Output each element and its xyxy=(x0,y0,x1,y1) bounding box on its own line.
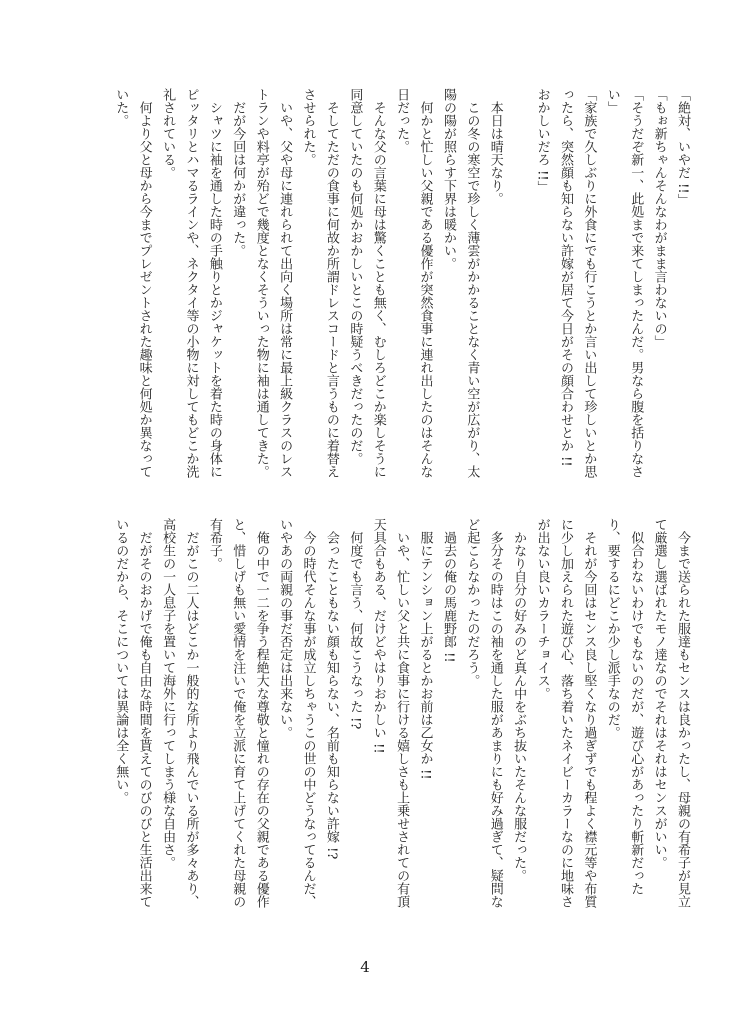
lower-text-block xyxy=(94,518,694,938)
text-line: 「家族で久しぶりに外食にでも行こうとか言い出して珍しいとか思 xyxy=(581,88,597,478)
text-line: 今まで送られた服達もセンスは良かったし、母親の有希子が見立 xyxy=(675,518,690,908)
text-line: だがそのおかげで俺も自由な時間を貰えてのびのびと生活出来て xyxy=(136,518,152,908)
text-line: 「そうだぞ新一、此処まで来てしまったんだ。男なら腹を括りなさ xyxy=(628,88,644,478)
text-line: いやあの両親の事だ否定は出来ない。 xyxy=(277,518,293,739)
page-number: 4 xyxy=(360,958,370,976)
text-line: この冬の寒空で珍しく薄雲がかかることなく青い空が広がり、太 xyxy=(464,88,480,478)
text-line: 今の時代そんな事が成立しちゃうこの世の中どうなってるんだ、 xyxy=(300,518,316,908)
text-line: させられた。 xyxy=(300,88,316,166)
text-line: 過去の俺の馬鹿野郎 !! xyxy=(440,518,456,663)
text-line xyxy=(507,88,530,498)
text-line: いや、父や母に連れられて出向く場所は常に最上級クラスのレス xyxy=(277,88,293,478)
text-line: い」 xyxy=(604,88,620,114)
text-line: 何かと忙しい父親である優作が突然食事に連れ出したのはそんな xyxy=(417,88,433,478)
text-line: て厳選し選ばれたモノ達なのでそれはそれはセンスがいい。 xyxy=(651,518,667,869)
text-line: ど起こらなかったのだろう。 xyxy=(464,518,480,687)
text-line: いるのだから、そこについては異論は全く無い。 xyxy=(113,518,129,804)
text-line: 本日は晴天なり。 xyxy=(487,88,503,205)
text-line: ピッタリとハマるラインや、ネクタイ等の小物に対してもどこか洗 xyxy=(183,88,199,478)
text-line: それが今回はセンス良し堅くなり過ぎずでも程よく襟元等や布質 xyxy=(581,518,597,908)
text-line: 似合わないわけでもないのだが、遊び心があったり斬新だった xyxy=(628,518,644,895)
text-line: 高校生の一人息子を置いて海外に行ってしまう様な自由さ。 xyxy=(160,518,176,869)
text-line: おかしいだろ !!」 xyxy=(534,88,550,194)
text-line: 有希子。 xyxy=(206,518,222,570)
text-line: 日だった。 xyxy=(394,88,410,153)
text-line: 服にテンション上がるとかお前は乙女か !! xyxy=(417,518,433,780)
text-line: かなり自分の好みのど真ん中をぶち抜いたそんな服だった。 xyxy=(511,518,527,882)
text-line: いや、忙しい父と共に食事に行ける嬉しさも上乗せされての有頂 xyxy=(394,518,410,908)
text-line: 何より父と母から今までプレゼントされた趣味と何処か異なって xyxy=(136,88,152,478)
text-line: 天具合もある、だけどやはりおかしい !! xyxy=(370,518,386,754)
text-line: 陽の陽が照らす下界は暖かい。 xyxy=(440,88,456,270)
text-line: だがこの二人はどこか一般的な所より飛んでいる所が多々あり、 xyxy=(183,518,199,908)
text-line: が出ない良いカラーチョイス。 xyxy=(534,518,550,700)
text-line: り、要するにどこか少し派手なのだ。 xyxy=(604,518,620,739)
upper-text-block xyxy=(94,88,694,498)
text-line: 会ったこともない顔も知らない、名前も知らない許嫁 !? xyxy=(323,518,339,860)
text-line: に少し加えられた遊び心、落ち着いたネイビーカラーなのに地味さ xyxy=(557,518,573,908)
text-line: 何度でも言う、何故こうなった !? xyxy=(347,518,363,730)
text-line: 俺の中で一二を争う程絶大な尊敬と憧れの存在の父親である優作 xyxy=(253,518,269,908)
text-line: トランや料亭が殆どで幾度となくそういった物に袖は通してきた。 xyxy=(253,88,269,478)
text-line: 同意していたのも何処かおかしいとこの時疑うべきだったのだ。 xyxy=(347,88,363,465)
text-line: 「絶対、いやだ !!」 xyxy=(675,88,690,207)
text-line: 礼されている。 xyxy=(160,88,176,179)
text-line: 多分その時はこの袖を通した服があまりにも好み過ぎて、疑問な xyxy=(487,518,503,908)
text-line: そんな父の言葉に母は驚くことも無く、むしろどこか楽しそうに xyxy=(370,88,386,478)
text-line: いた。 xyxy=(113,88,129,127)
text-line: 「もぉ新ちゃんそんなわがまま言わないの」 xyxy=(651,88,667,348)
text-line: シャツに袖を通した時の手触りとかジャケットを着た時の身体に xyxy=(206,88,222,478)
text-line: ったら、突然顔も知らない許嫁が居て今日がその顔合わせとか !! xyxy=(557,88,573,467)
text-line: だが今回は何かが違った。 xyxy=(230,88,246,257)
text-line: と、惜しげも無い愛情を注いで俺を立派に育て上げてくれた母親の xyxy=(230,518,246,908)
text-line: そしてただの食事に何故か所謂ドレスコードと言うものに着替え xyxy=(323,88,339,478)
